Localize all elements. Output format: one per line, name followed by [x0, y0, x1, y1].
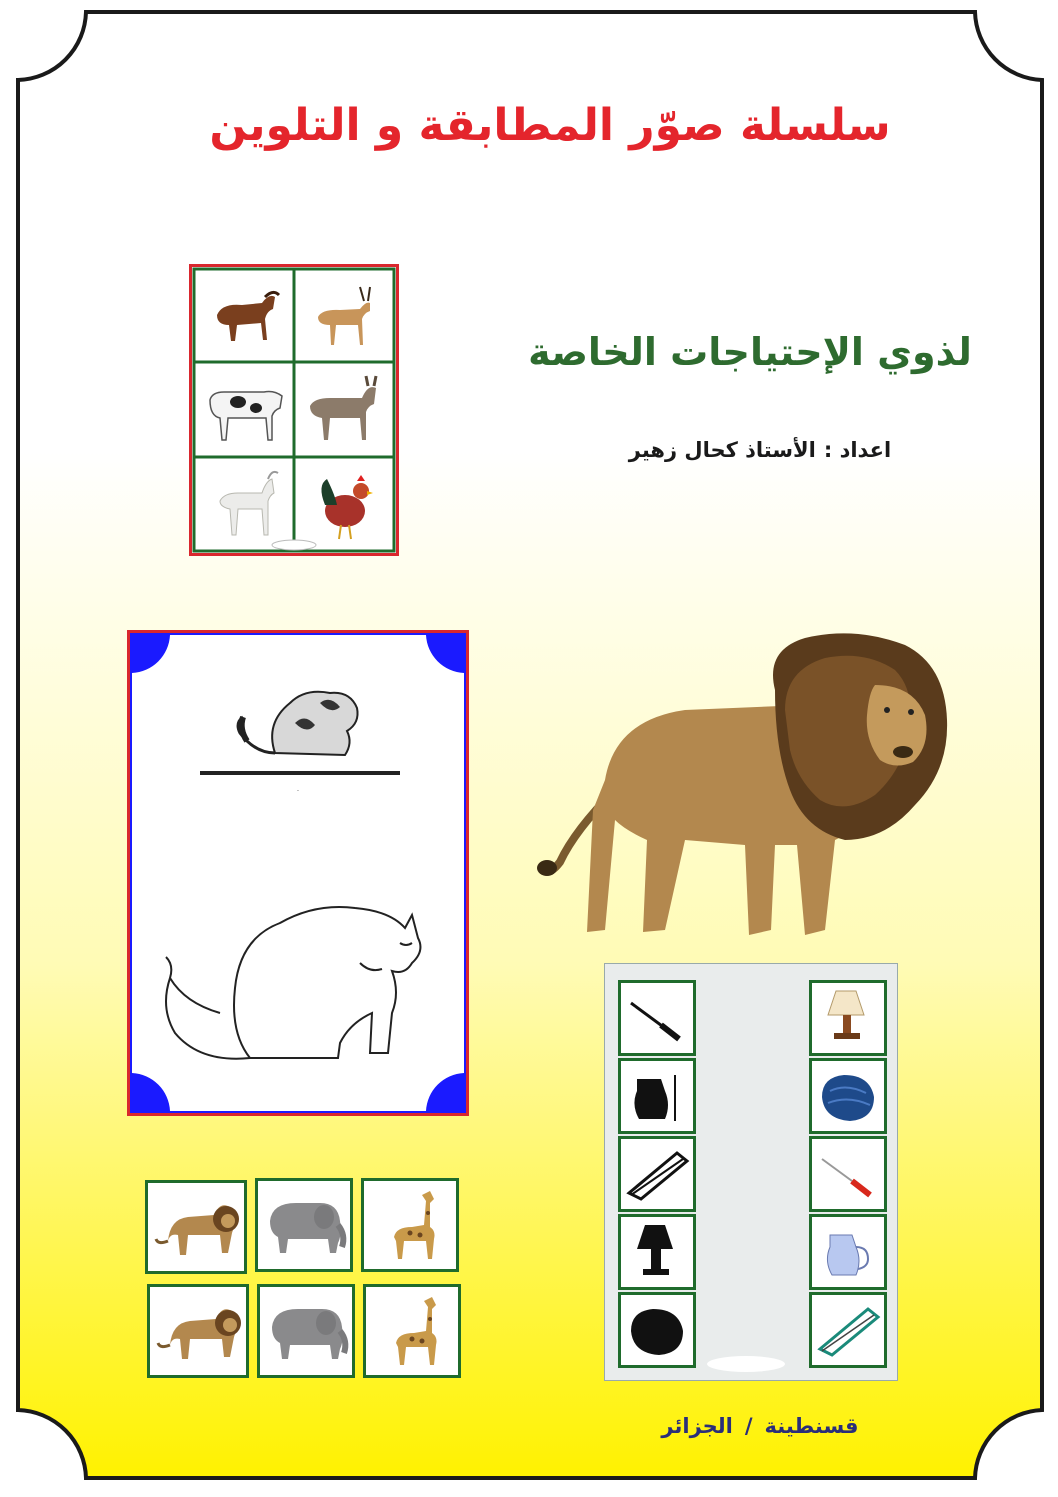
match-cell-right: [809, 980, 887, 1056]
elephant-icon: [258, 1181, 350, 1269]
coloring-card: [127, 630, 469, 1116]
donkey-icon: [310, 376, 376, 440]
author-line: [560, 438, 960, 462]
match-cell-right: [809, 1058, 887, 1134]
svg-text:·: ·: [296, 787, 300, 795]
farm-animals-grid: [192, 267, 396, 553]
gazelle-icon: [318, 287, 370, 345]
lion-icon: [537, 633, 947, 935]
lamp-icon: [812, 983, 884, 1053]
location-separator: /: [744, 1414, 753, 1438]
wild-cell: [361, 1178, 459, 1272]
yarn-icon: [812, 1061, 884, 1131]
wild-cell: [255, 1178, 353, 1272]
match-cell-left: [618, 980, 696, 1056]
lion-icon: [148, 1183, 244, 1271]
author-prefix: اعداد :: [823, 438, 892, 462]
wild-cell: [147, 1284, 249, 1378]
cow-icon: [210, 392, 282, 441]
shadow-match-card: [604, 963, 898, 1381]
match-cell-left: [618, 1214, 696, 1290]
yarn-silhouette: [621, 1295, 693, 1365]
match-cell-right: [809, 1136, 887, 1212]
page-title: سلسلة صوّر المطابقة و التلوين: [209, 100, 891, 151]
saw-icon: [812, 1295, 884, 1365]
match-cell-right: [809, 1214, 887, 1290]
screwdriver-icon: [812, 1139, 884, 1209]
lion-icon: [150, 1287, 246, 1375]
wild-animals-grid: [145, 1178, 463, 1380]
rooster-icon: [321, 475, 373, 539]
elephant-icon: [260, 1287, 352, 1375]
match-cell-left: [618, 1058, 696, 1134]
author-name: الأستاذ كحال زهير: [628, 438, 816, 462]
screwdriver-silhouette: [621, 983, 693, 1053]
match-cell-left: [618, 1136, 696, 1212]
wild-cell: [363, 1284, 461, 1378]
giraffe-icon: [366, 1287, 458, 1375]
saw-silhouette: [621, 1139, 693, 1209]
giraffe-icon: [364, 1181, 456, 1269]
page-subtitle: لذوي الإحتياجات الخاصة: [528, 330, 972, 374]
cat-coloring-page: [130, 633, 466, 1113]
horse-icon: [217, 292, 279, 341]
card-footer-oval: [707, 1356, 785, 1372]
lamp-silhouette: [621, 1217, 693, 1287]
teapot-icon: [812, 1217, 884, 1287]
wild-cell: [257, 1284, 355, 1378]
teapot-silhouette: [621, 1061, 693, 1131]
goat-icon: [220, 472, 278, 535]
location-city: قسنطينة: [764, 1414, 859, 1438]
match-cell-left: [618, 1292, 696, 1368]
wild-cell: [145, 1180, 247, 1274]
lion-hero-image: [535, 630, 955, 945]
match-cell-right: [809, 1292, 887, 1368]
location-line: [560, 1414, 960, 1438]
location-country: الجزائر: [661, 1414, 733, 1438]
farm-animals-card: [189, 264, 399, 556]
